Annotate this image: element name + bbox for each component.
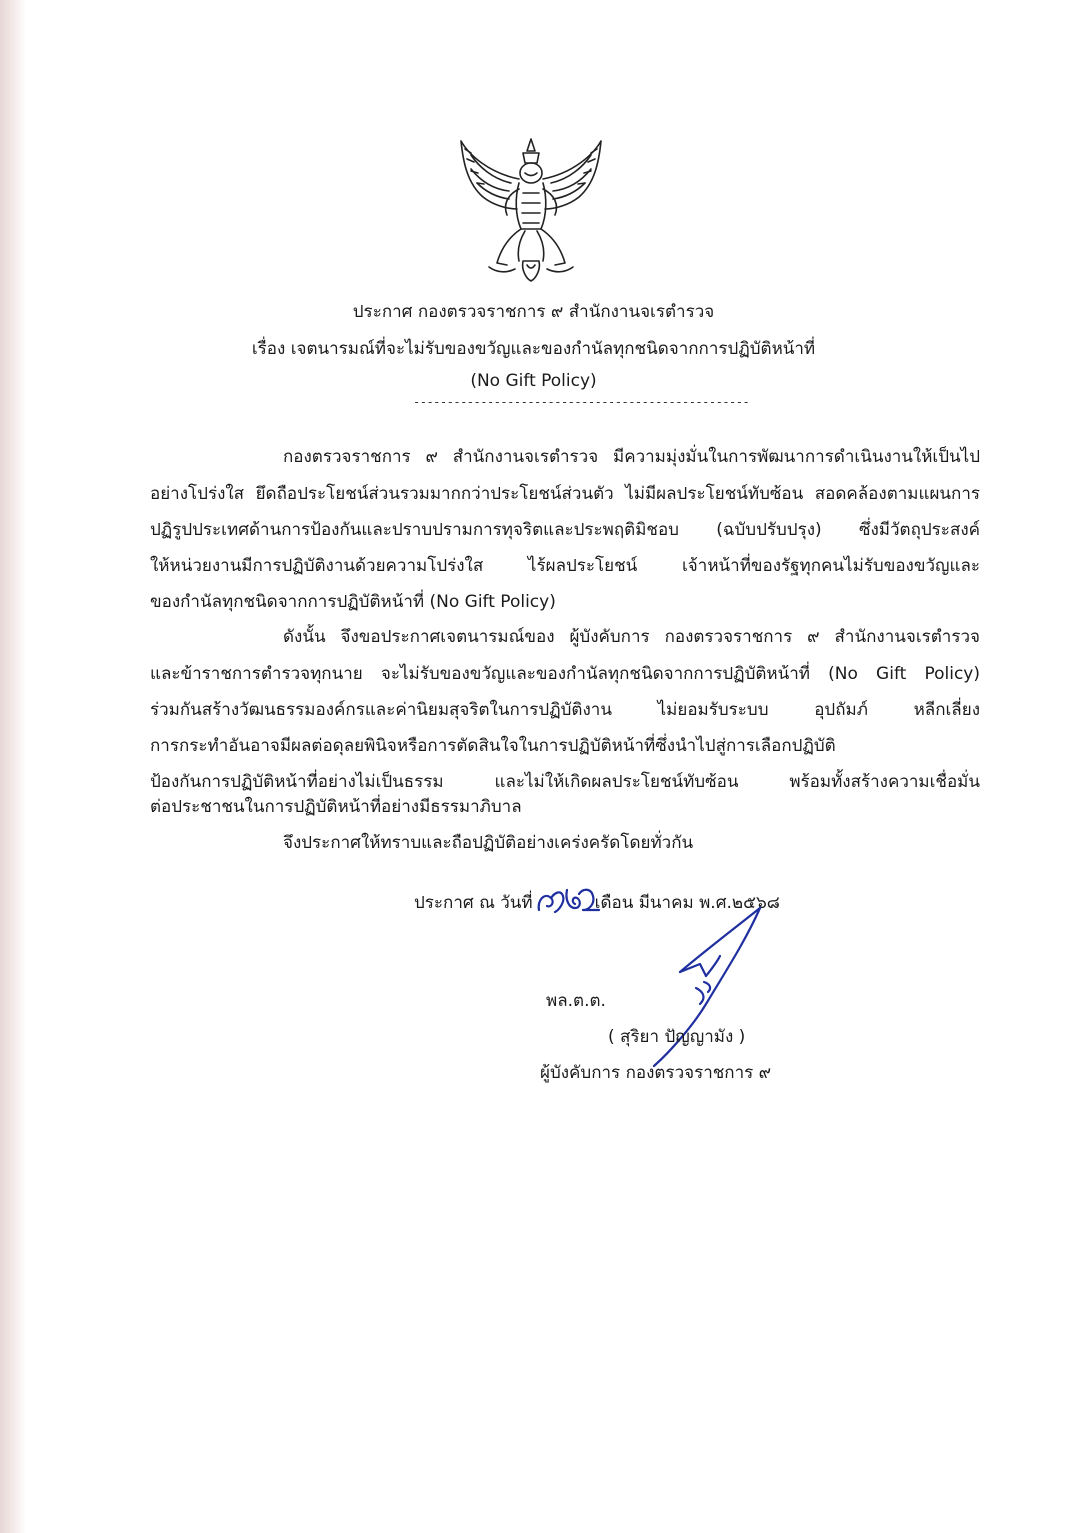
- page-edge: [0, 0, 26, 1533]
- signer-position: ผู้บังคับการ กองตรวจราชการ ๙: [540, 1063, 772, 1083]
- paragraph-line: และข้าราชการตำรวจทุกนาย จะไม่รับของขวัญและของกำนัลทุกชนิดจากการปฏิบัติหน้าที่ (No Gift Policy): [150, 664, 980, 684]
- closing-statement: จึงประกาศให้ทราบและถือปฏิบัติอย่างเคร่งครัดโดยทั่วกัน: [283, 833, 694, 853]
- paragraph-line: ร่วมกันสร้างวัฒนธรรมองค์กรและค่านิยมสุจริตในการปฏิบัติงาน ไม่ยอมรับระบบ อุปถัมภ์ หลีกเลี่ยง: [150, 700, 980, 720]
- paragraph-line: ของกำนัลทุกชนิดจากการปฏิบัติหน้าที่ (No Gift Policy): [150, 592, 556, 612]
- paragraph-line: ป้องกันการปฏิบัติหน้าที่อย่างไม่เป็นธรรม และไม่ให้เกิดผลประโยชน์ทับซ้อน พร้อมทั้งสร้างความเชื่อมั่น: [150, 772, 980, 792]
- paragraph-line: กองตรวจราชการ ๙ สำนักงานจเรตำรวจ มีความมุ่งมั่นในการพัฒนาการดำเนินงานให้เป็นไป: [283, 447, 980, 467]
- paragraph-line: ต่อประชาชนในการปฏิบัติหน้าที่อย่างมีธรรมาภิบาล: [150, 797, 522, 817]
- announcement-date: [414, 888, 780, 918]
- paragraph-line: ปฏิรูปประเทศด้านการป้องกันและปราบปรามการทุจริตและประพฤติมิชอบ (ฉบับปรับปรุง) ซึ่งมีวัตถุประสงค์: [150, 520, 980, 540]
- announcement-subject: เรื่อง เจตนารมณ์ที่จะไม่รับของขวัญและของกำนัลทุกชนิดจากการปฏิบัติหน้าที่: [251, 339, 816, 359]
- paragraph-line: ให้หน่วยงานมีการปฏิบัติงานด้วยความโปร่งใส ไร้ผลประโยชน์ เจ้าหน้าที่ของรัฐทุกคนไม่รับของขวัญและ: [150, 556, 980, 576]
- announcement-policy-name: (No Gift Policy): [470, 371, 597, 391]
- paragraph-line: ดังนั้น จึงขอประกาศเจตนารมณ์ของ ผู้บังคับการ กองตรวจราชการ ๙ สำนักงานจเรตำรวจ: [283, 627, 980, 647]
- signer-name: ( สุริยา ปัญญามัง ): [608, 1027, 746, 1047]
- paragraph-line: อย่างโปร่งใส ยึดถือประโยชน์ส่วนรวมมากกว่าประโยชน์ส่วนตัว ไม่มีผลประโยชน์ทับซ้อน สอดคล้องตามแผนการ: [150, 484, 980, 504]
- heading-separator: --------------------------------------------------: [413, 395, 750, 409]
- paragraph-line: การกระทำอันอาจมีผลต่อดุลยพินิจหรือการตัดสินใจในการปฏิบัติหน้าที่ซึ่งนำไปสู่การเลือกปฏิบัติ: [150, 736, 836, 756]
- announcement-title: ประกาศ กองตรวจราชการ ๙ สำนักงานจเรตำรวจ: [352, 302, 715, 322]
- date-suffix: เดือน มีนาคม พ.ศ.๒๕๖๘: [594, 893, 780, 913]
- signer-rank: พล.ต.ต.: [546, 991, 606, 1011]
- garuda-emblem-icon: [449, 133, 613, 283]
- date-prefix: ประกาศ ณ วันที่: [414, 893, 533, 913]
